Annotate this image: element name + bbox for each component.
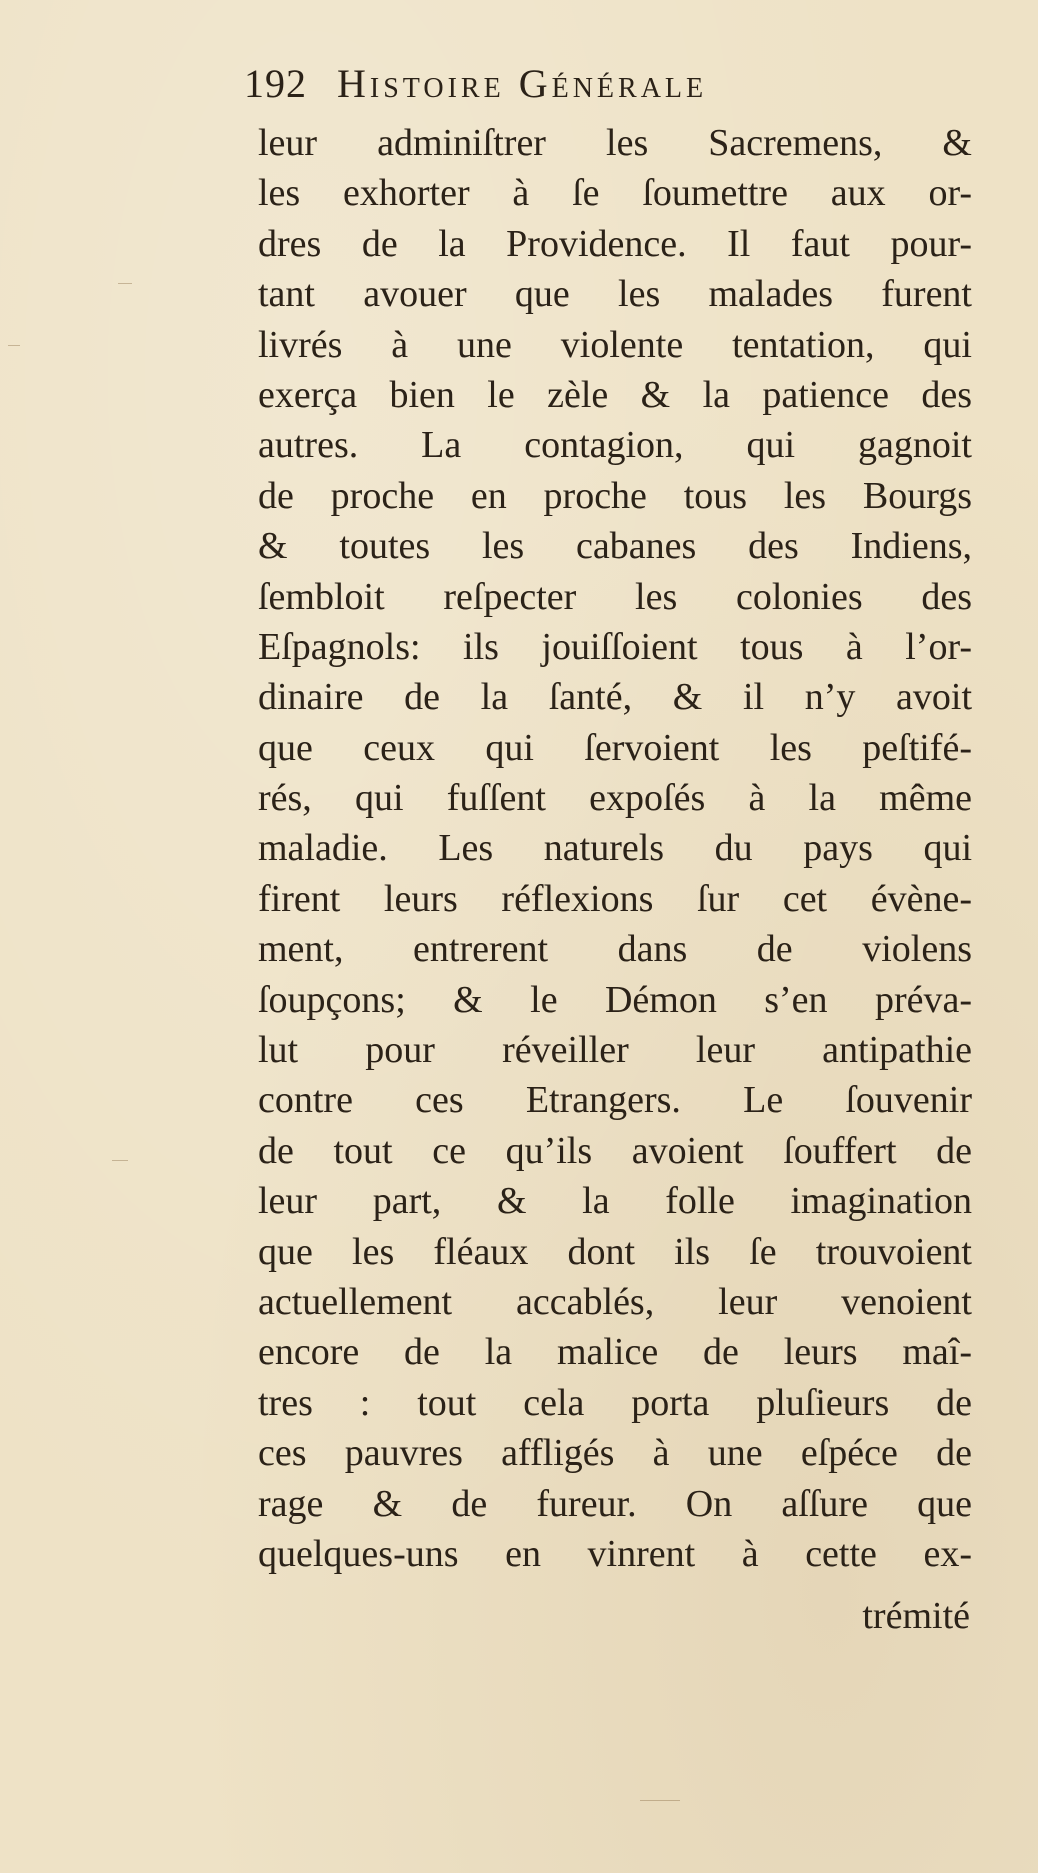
margin-mark [8,345,20,346]
text-line: livrés à une violente tentation, qui [258,323,972,366]
text-line: leur adminiſtrer les Sacremens, & [258,122,972,164]
body-text [258,118,972,1579]
text-line: ſoupçons; & le Démon s’en préva- [258,978,972,1021]
text-line: encore de la malice de leurs maî- [258,1331,972,1374]
text-line: tres : tout cela porta pluſieurs de [258,1381,972,1424]
text-line: contre ces Etrangers. Le ſouvenir [258,1079,972,1122]
text-line: rage & de fureur. On aſſure que [258,1482,972,1525]
text-line: exerça bien le zèle & la patience des [258,373,972,416]
text-line: dinaire de la ſanté, & il n’y avoit [258,676,972,719]
text-line: & toutes les cabanes des Indiens, [258,525,972,568]
text-line: leur part, & la folle imagination [258,1180,972,1223]
page-header [244,60,964,124]
page-number: 192 [244,61,307,106]
text-line: maladie. Les naturels du pays qui [258,827,972,870]
text-line: dres de la Providence. Il faut pour- [258,222,972,265]
text-line: quelques-uns en vinrent à cette ex- [258,1532,972,1575]
text-line: Eſpagnols: ils jouiſſoient tous à l’or- [258,625,972,668]
margin-mark [118,283,132,284]
margin-mark [112,1160,128,1161]
text-line: de proche en proche tous les Bourgs [258,474,972,517]
text-line: lut pour réveiller leur antipathie [258,1029,972,1072]
text-line: que les fléaux dont ils ſe trouvoient [258,1230,972,1273]
text-line: tant avouer que les malades furent [258,273,972,316]
text-line: ment, entrerent dans de violens [258,928,972,971]
text-line: ſembloit reſpecter les colonies des [258,575,972,618]
text-line: rés, qui fuſſent expoſés à la même [258,777,972,820]
text-line: firent leurs réflexions ſur cet évène- [258,877,972,920]
text-line: les exhorter à ſe ſoumettre aux or- [258,172,972,215]
margin-mark [640,1800,680,1801]
catchword: trémité [862,1595,970,1637]
running-head: Histoire Générale [337,61,708,106]
text-line: actuellement accablés, leur venoient [258,1280,972,1323]
text-line: que ceux qui ſervoient les peſtifé- [258,726,972,769]
text-line: ces pauvres affligés à une eſpéce de [258,1432,972,1475]
text-line: autres. La contagion, qui gagnoit [258,424,972,467]
text-line: de tout ce qu’ils avoient ſouffert de [258,1129,972,1172]
